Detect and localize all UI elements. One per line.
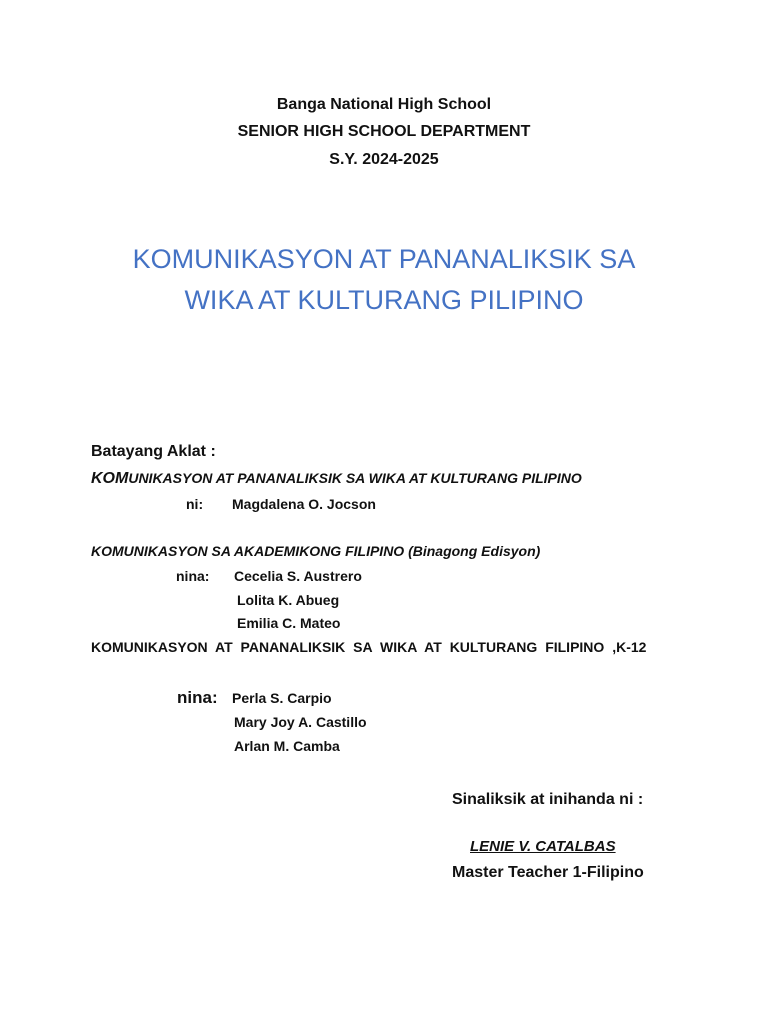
- school-name: Banga National High School: [276, 96, 492, 113]
- book-3-author: Perla S. Carpio: [232, 690, 332, 706]
- subject-title-line-2: WIKA AT KULTURANG PILIPINO: [184, 285, 584, 315]
- subject-title-line-1: KOMUNIKASYON AT PANANALIKSIK SA: [132, 244, 636, 274]
- book-1-author: Magdalena O. Jocson: [232, 496, 376, 512]
- book-3-by-label: nina:: [177, 688, 218, 707]
- book-2-author: Lolita K. Abueg: [237, 592, 340, 608]
- department-name: SENIOR HIGH SCHOOL DEPARTMENT: [237, 123, 531, 140]
- book-2-author: Cecelia S. Austrero: [234, 568, 362, 584]
- book-2-author: Emilia C. Mateo: [237, 615, 341, 631]
- book-1-title: [91, 470, 582, 488]
- prepared-by-label: Sinaliksik at inihanda ni :: [452, 791, 644, 808]
- book-2-title: KOMUNIKASYON SA AKADEMIKONG FILIPINO (Binagong Edisyon): [91, 543, 541, 559]
- book-1-title-rest: UNIKASYON AT PANANALIKSIK SA WIKA AT KULTURANG PILIPINO: [128, 470, 582, 486]
- preparer-role: Master Teacher 1-Filipino: [452, 864, 644, 881]
- book-1-by-label: ni:: [186, 496, 204, 512]
- references-label: Batayang Aklat :: [91, 443, 216, 460]
- school-year: S.Y. 2024-2025: [329, 151, 439, 168]
- book-3-title: KOMUNIKASYON AT PANANALIKSIK SA WIKA AT KULTURANG FILIPINO ,K-12: [91, 639, 647, 655]
- book-1-title-prefix: KOM: [91, 470, 129, 487]
- book-3-author: Mary Joy A. Castillo: [234, 714, 367, 730]
- book-2-by-label: nina:: [176, 568, 210, 584]
- book-3-author: Arlan M. Camba: [234, 738, 340, 754]
- preparer-name: LENIE V. CATALBAS: [470, 838, 616, 855]
